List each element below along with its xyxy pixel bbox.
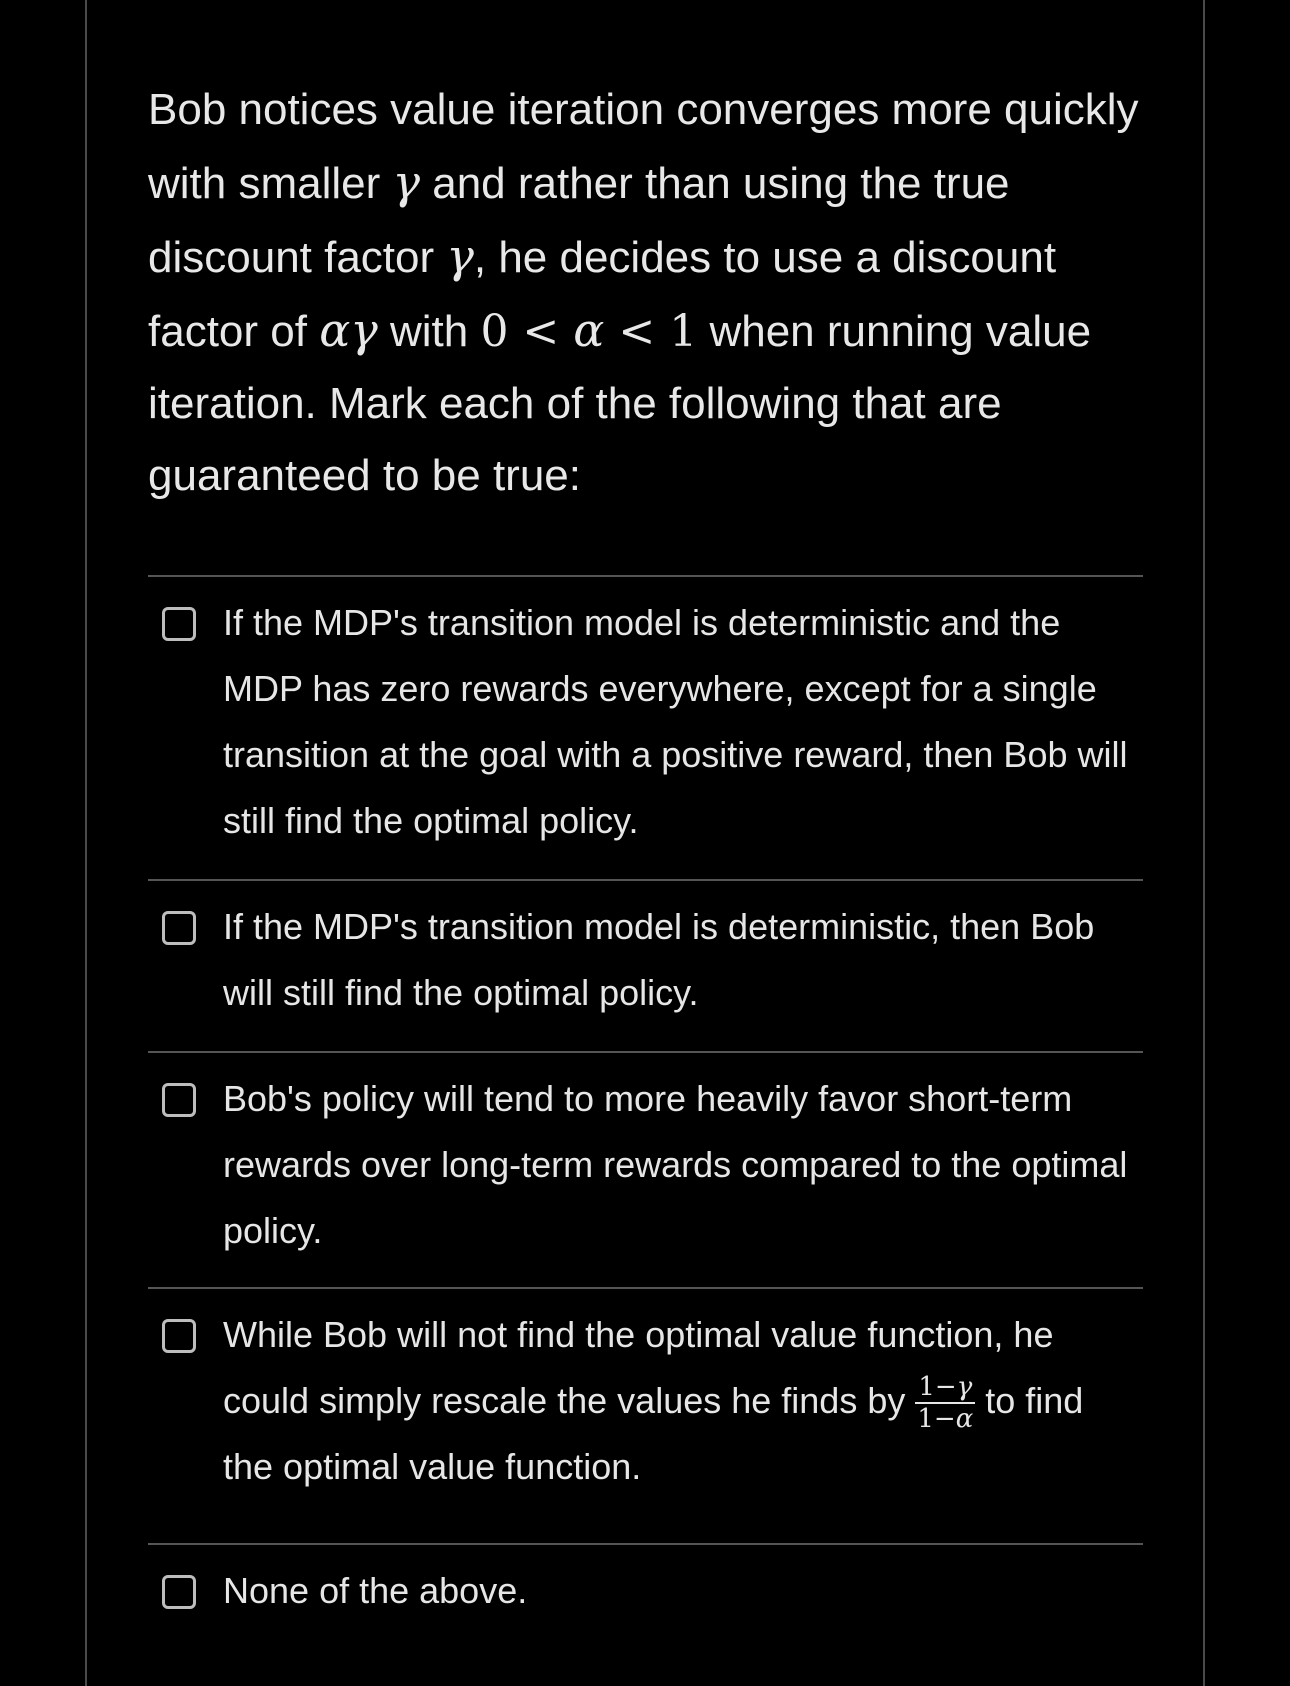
left-border <box>85 0 87 1686</box>
fraction-numerator <box>915 1372 975 1404</box>
answer-options <box>148 575 1143 1653</box>
question-seg-2: and rather than using the true discount factor <box>148 159 1010 282</box>
question-seg-3: , he decides to use a discount factor of <box>148 233 1057 356</box>
checkbox[interactable] <box>162 1319 196 1353</box>
gamma-symbol: γ <box>446 229 474 283</box>
gamma-symbol: γ <box>392 155 420 209</box>
denominator-prefix: 1− <box>917 1404 956 1435</box>
option-label-after: to find the optimal value function. <box>223 1380 1084 1488</box>
option-5[interactable] <box>148 1543 1143 1653</box>
checkbox[interactable] <box>162 1083 196 1117</box>
inequality-upper: < 1 <box>604 306 698 357</box>
checkbox[interactable] <box>162 1575 196 1609</box>
option-label: If the MDP's transition model is deterministic and the MDP has zero rewards everywhere, except for a single transition at the goal with a positive reward, then Bob will still find the optimal policy. <box>223 602 1128 841</box>
checkbox[interactable] <box>162 911 196 945</box>
option-3[interactable] <box>148 1051 1143 1287</box>
option-label-before: While Bob will not find the optimal value function, he could simply rescale the values he finds by <box>223 1314 1054 1421</box>
question-seg-4: with <box>377 307 481 356</box>
right-border <box>1203 0 1205 1686</box>
option-1[interactable] <box>148 575 1143 879</box>
checkbox[interactable] <box>162 607 196 641</box>
fraction-denominator <box>915 1404 975 1434</box>
question-seg-1: Bob notices value iteration converges more quickly with smaller <box>148 85 1139 208</box>
option-label: None of the above. <box>223 1570 528 1611</box>
numerator-gamma: γ <box>956 1372 973 1403</box>
denominator-alpha: α <box>955 1404 974 1435</box>
question-text <box>148 74 1148 512</box>
alpha-gamma-symbol: αγ <box>319 303 378 357</box>
alpha-symbol: α <box>573 303 605 357</box>
option-label: Bob's policy will tend to more heavily favor short-term rewards over long-term rewards compared to the optimal policy. <box>223 1078 1128 1251</box>
option-label: If the MDP's transition model is deterministic, then Bob will still find the optimal policy. <box>223 906 1095 1013</box>
option-2[interactable] <box>148 879 1143 1051</box>
question-seg-5: when running value iteration. Mark each of the following that are guaranteed to be true: <box>148 307 1092 500</box>
inequality-lower: 0 < <box>480 306 574 357</box>
rescale-fraction <box>915 1372 975 1434</box>
numerator-prefix: 1− <box>918 1372 957 1403</box>
option-4[interactable] <box>148 1287 1143 1543</box>
